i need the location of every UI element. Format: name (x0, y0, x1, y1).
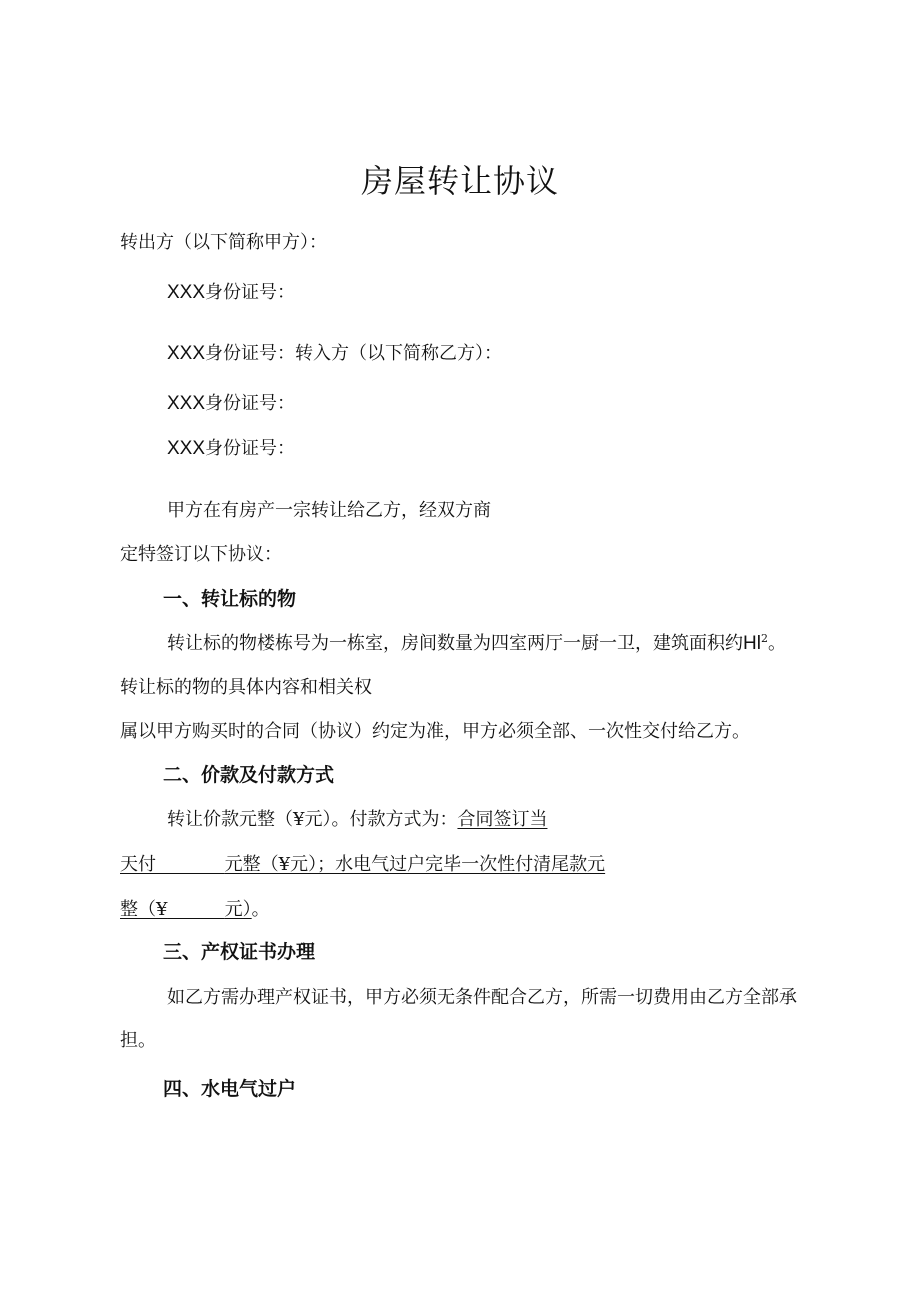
section-2-heading: 二、价款及付款方式 (163, 764, 335, 786)
balance-amount-prefix: 整（¥ (120, 899, 168, 920)
payment-balance-text: 元整（¥元）；水电气过户完毕一次性付清尾款元 (224, 854, 606, 875)
buyer-1-id-label: 身份证号： (205, 393, 296, 414)
section-2-paragraph-1 (167, 808, 547, 832)
section-3-paragraph-2: 担。 (120, 1030, 156, 1051)
section-1-period: 。 (767, 633, 786, 654)
area-unit: Hl (743, 633, 761, 654)
payment-blank-2 (167, 898, 224, 922)
section-1-paragraph-1 (167, 632, 786, 656)
payment-day-text: 天付 (120, 854, 156, 875)
section-1-heading: 一、转让标的物 (163, 588, 297, 610)
buyer-2-id-label: 身份证号： (205, 438, 296, 459)
section-2-paragraph-3 (120, 898, 270, 922)
seller-1-line (167, 281, 295, 305)
seller-1-name: XXX (167, 282, 206, 303)
document-title: 房屋转让协议 (360, 162, 559, 200)
section-3-heading: 三、产权证书办理 (163, 941, 316, 963)
price-text: 转让价款元整（¥元）。付款方式为： (167, 809, 458, 830)
buyer-2-name: XXX (167, 438, 206, 459)
payment-terms-start: 合同签订当 (457, 809, 548, 830)
intro-line-1: 甲方在有房产一宗转让给乙方，经双方商 (167, 500, 491, 521)
section-1-text: 转让标的物楼栋号为一栋室，房间数量为四室两厅一厨一卫，建筑面积约 (167, 633, 743, 654)
buyer-1-line (167, 392, 295, 416)
section-2-period: 。 (251, 899, 270, 920)
section-3-paragraph-1: 如乙方需办理产权证书，甲方必须无条件配合乙方，所需一切费用由乙方全部承 (167, 987, 797, 1008)
section-1-paragraph-3: 属以甲方购买时的合同（协议）约定为准，甲方必须全部、一次性交付给乙方。 (120, 721, 750, 742)
area-unit-superscript: 2 (760, 632, 768, 645)
seller-intro: 转出方（以下简称甲方）： (120, 232, 327, 253)
seller-2-id-label: 身份证号： (205, 343, 296, 364)
section-2-paragraph-2 (120, 853, 605, 877)
balance-amount-suffix: 元） (224, 899, 252, 920)
intro-line-2: 定特签订以下协议： (120, 544, 282, 565)
buyer-1-name: XXX (167, 393, 206, 414)
section-4-heading: 四、水电气过户 (163, 1078, 297, 1100)
payment-blank-1 (156, 853, 225, 877)
buyer-intro: 转入方（以下简称乙方）： (295, 343, 503, 364)
seller-2-buyer-intro-line (167, 342, 502, 366)
section-1-paragraph-2: 转让标的物的具体内容和相关权 (120, 677, 372, 698)
seller-1-id-label: 身份证号： (205, 282, 296, 303)
seller-2-name: XXX (167, 343, 206, 364)
buyer-2-line (167, 437, 295, 461)
